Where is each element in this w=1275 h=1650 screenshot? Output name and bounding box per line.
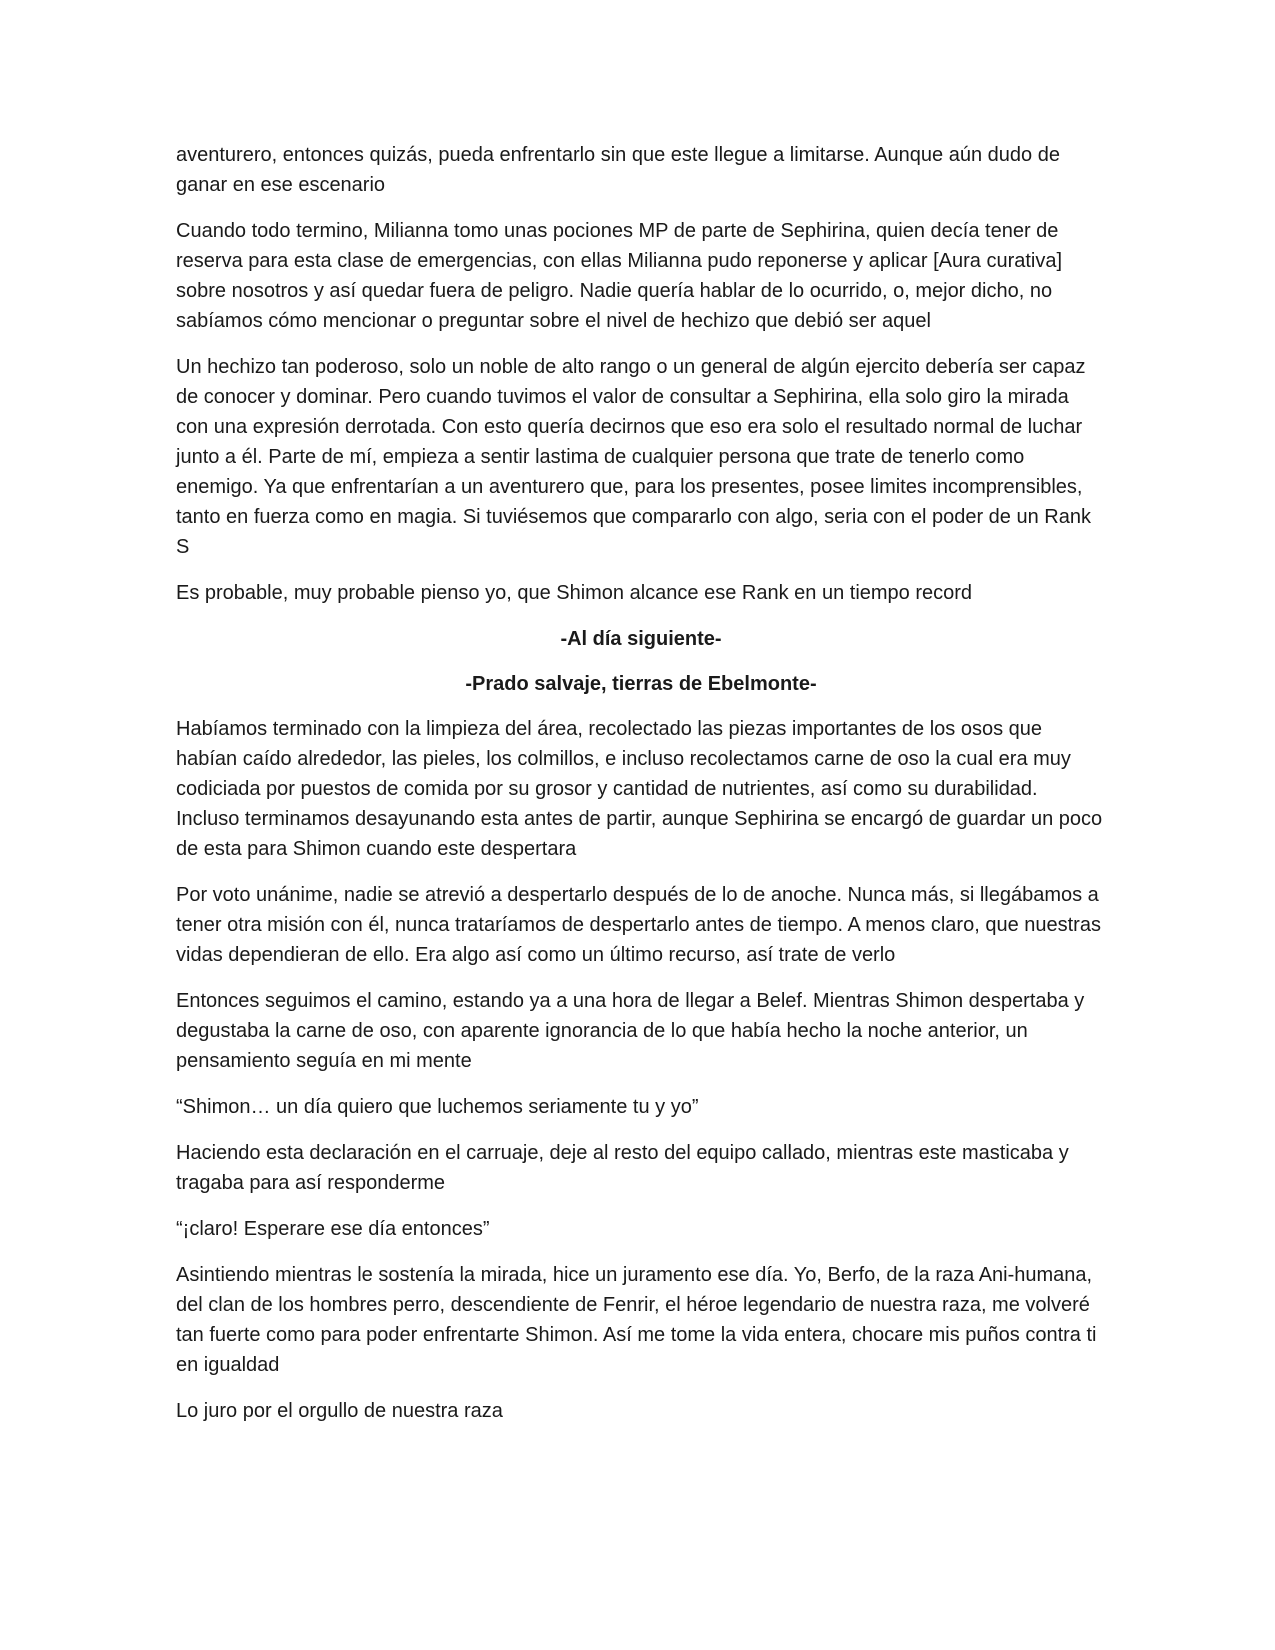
paragraph: Lo juro por el orgullo de nuestra raza	[176, 1400, 503, 1422]
paragraph: Un hechizo tan poderoso, solo un noble de alto rango o un general de algún ejercito debería ser capaz de conocer y dominar. Pero cuando tuvimos el valor de consultar a Sephirina, ella solo giro la mirada con una expresión derrotada. Con esto quería decirnos que eso era solo el resultado normal de luchar junto a él. Parte de mí, empieza a sentir lastima de cualquier persona que trate de tenerlo como enemigo. Ya que enfrentarían a un aventurero que, para los presentes, posee limites incomprensibles, tanto en fuerza como en magia. Si tuviésemos que compararlo con algo, seria con el poder de un Rank S	[176, 356, 1091, 558]
dialogue-line: “¡claro! Esperare ese día entonces”	[176, 1218, 490, 1240]
section-heading-location: -Prado salvaje, tierras de Ebelmonte-	[465, 673, 817, 695]
paragraph: Haciendo esta declaración en el carruaje, deje al resto del equipo callado, mientras este masticaba y tragaba para así responderme	[176, 1142, 1069, 1194]
paragraph: Habíamos terminado con la limpieza del área, recolectado las piezas importantes de los osos que habían caído alrededor, las pieles, los colmillos, e incluso recolectamos carne de oso la cual era muy codiciada por puestos de comida por su grosor y cantidad de nutrientes, así como su durabilidad. Incluso terminamos desayunando esta antes de partir, aunque Sephirina se encargó de guardar un poco de esta para Shimon cuando este despertara	[176, 718, 1103, 860]
paragraph: Cuando todo termino, Milianna tomo unas pociones MP de parte de Sephirina, quien decía tener de reserva para esta clase de emergencias, con ellas Milianna pudo reponerse y aplicar [Aura curativa] sobre nosotros y así quedar fuera de peligro. Nadie quería hablar de lo ocurrido, o, mejor dicho, no sabíamos cómo mencionar o preguntar sobre el nivel de hechizo que debió ser aquel	[176, 220, 1063, 332]
paragraph: aventurero, entonces quizás, pueda enfrentarlo sin que este llegue a limitarse. Aunque aún dudo de ganar en ese escenario	[176, 144, 1060, 196]
section-heading-time: -Al día siguiente-	[560, 628, 722, 650]
paragraph: Entonces seguimos el camino, estando ya a una hora de llegar a Belef. Mientras Shimon despertaba y degustaba la carne de oso, con aparente ignorancia de lo que había hecho la noche anterior, un pensamiento seguía en mi mente	[176, 990, 1085, 1072]
dialogue-line: “Shimon… un día quiero que luchemos seriamente tu y yo”	[176, 1096, 699, 1118]
paragraph: Asintiendo mientras le sostenía la mirada, hice un juramento ese día. Yo, Berfo, de la raza Ani-humana, del clan de los hombres perro, descendiente de Fenrir, el héroe legendario de nuestra raza, me volveré tan fuerte como para poder enfrentarte Shimon. Así me tome la vida entera, chocare mis puños contra ti en igualdad	[176, 1264, 1097, 1376]
document-body	[176, 140, 1106, 1426]
paragraph: Es probable, muy probable pienso yo, que Shimon alcance ese Rank en un tiempo record	[176, 582, 973, 604]
paragraph: Por voto unánime, nadie se atrevió a despertarlo después de lo de anoche. Nunca más, si llegábamos a tener otra misión con él, nunca trataríamos de despertarlo antes de tiempo. A menos claro, que nuestras vidas dependieran de ello. Era algo así como un último recurso, así trate de verlo	[176, 884, 1101, 966]
